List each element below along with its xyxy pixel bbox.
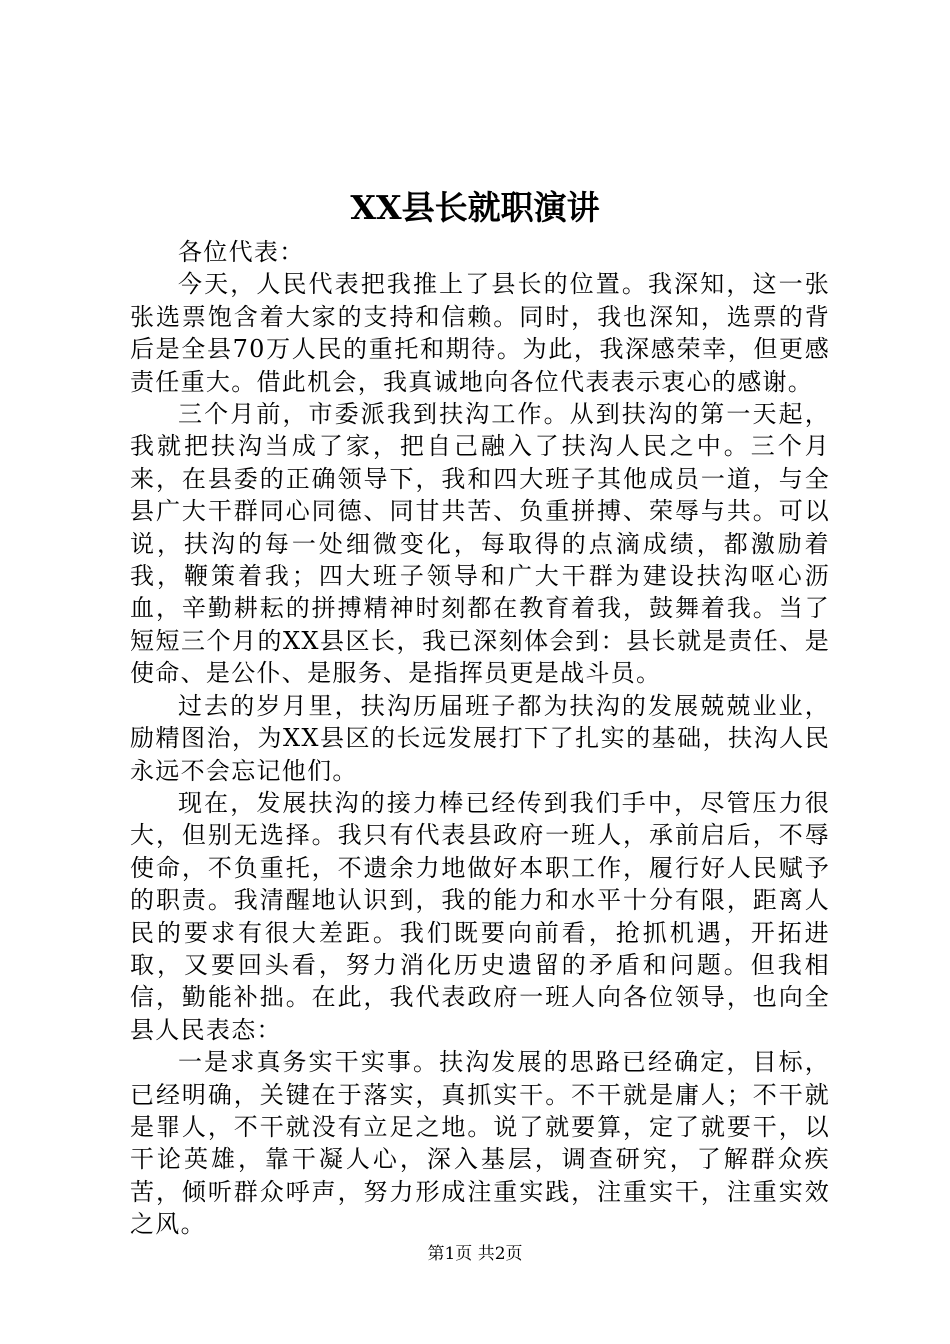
- document-body: [130, 236, 830, 1241]
- paragraph-3: 过去的岁月里，扶沟历届班子都为扶沟的发展兢兢业业，励精图治，为XX县区的长远发展打下了扎实的基础，扶沟人民永远不会忘记他们。: [130, 691, 830, 785]
- paragraph-2: 三个月前，市委派我到扶沟工作。从到扶沟的第一天起，我就把扶沟当成了家，把自己融入了扶沟人民之中。三个月来，在县委的正确领导下，我和四大班子其他成员一道，与全县广大干群同心同德、同甘共苦、负重拼搏、荣辱与共。可以说，扶沟的每一处细微变化，每取得的点滴成绩，都激励着我，鞭策着我；四大班子领导和广大干群为建设扶沟呕心沥血，辛勤耕耘的拼搏精神时刻都在教育着我，鼓舞着我。当了短短三个月的XX县区长，我已深刻体会到：县长就是责任、是使命、是公仆、是服务、是指挥员更是战斗员。: [130, 400, 830, 688]
- paragraph-1: 今天，人民代表把我推上了县长的位置。我深知，这一张张选票饱含着大家的支持和信赖。同时，我也深知，选票的背后是全县70万人民的重托和期待。为此，我深感荣幸，但更感责任重大。借此机会，我真诚地向各位代表表示衷心的感谢。: [130, 270, 830, 396]
- paragraph-4: 现在，发展扶沟的接力棒已经传到我们手中，尽管压力很大，但别无选择。我只有代表县政府一班人，承前启后，不辱使命，不负重托，不遗余力地做好本职工作，履行好人民赋予的职责。我清醒地认识到，我的能力和水平十分有限，距离人民的要求有很大差距。我们既要向前看，抢抓机遇，开拓进取，又要回头看，努力消化历史遗留的矛盾和问题。但我相信，勤能补拙。在此，我代表政府一班人向各位领导，也向全县人民表态：: [130, 788, 830, 1044]
- paragraph-5: 一是求真务实干实事。扶沟发展的思路已经确定，目标，已经明确，关键在于落实，真抓实干。不干就是庸人；不干就是罪人，不干就没有立足之地。说了就要算，定了就要干，以干论英雄，靠干凝人心，深入基层，调查研究，了解群众疾苦，倾听群众呼声，努力形成注重实践，注重实干，注重实效之风。: [130, 1048, 830, 1239]
- page-footer: 第1页 共2页: [427, 1244, 523, 1264]
- document-title: XX县长就职演讲: [350, 188, 600, 227]
- salutation: 各位代表：: [178, 238, 305, 266]
